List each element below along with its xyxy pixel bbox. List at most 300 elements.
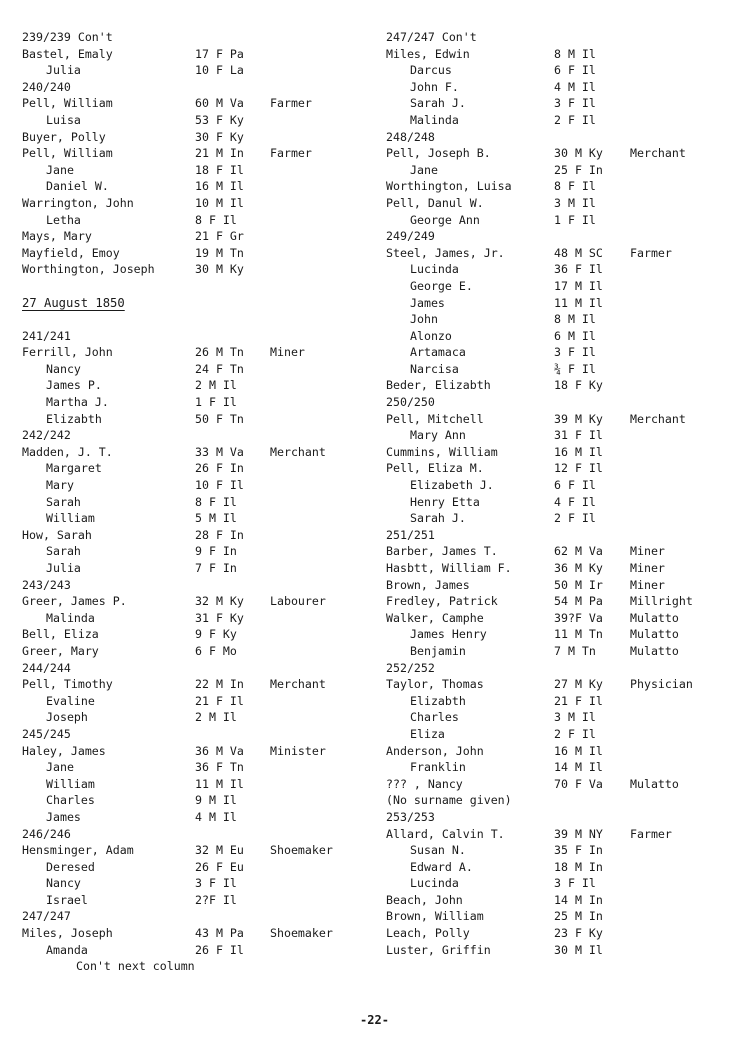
person-row: [22, 527, 374, 544]
person-row: [386, 676, 736, 693]
person-row: [22, 859, 374, 876]
age-sex-birthplace: 2 F Il: [554, 112, 596, 127]
age-sex-birthplace: 9 F Ky: [195, 627, 237, 642]
household-number: 243/243: [22, 577, 71, 592]
person-name: Sarah: [46, 544, 81, 559]
person-name: Julia: [46, 561, 81, 575]
age-sex-birthplace: 9 M Il: [195, 793, 237, 808]
person-row: [22, 112, 374, 129]
age-sex-birthplace: 36 M Ky: [554, 561, 603, 575]
person-row: [386, 842, 736, 859]
age-sex-birthplace: 4 F Il: [554, 494, 596, 509]
age-sex-birthplace: 30 F Ky: [195, 129, 244, 144]
age-sex-birthplace: 12 F Il: [554, 461, 603, 476]
person-row: [22, 162, 374, 179]
person-row: [22, 792, 374, 809]
age-sex-birthplace: 18 F Il: [195, 162, 244, 177]
person-name: Artamaca: [410, 345, 466, 360]
person-row: [22, 261, 374, 278]
person-row: [22, 477, 374, 494]
occupation: Merchant: [630, 411, 686, 426]
person-row: [386, 560, 736, 577]
age-sex-birthplace: 16 M Il: [554, 743, 603, 758]
person-row: [22, 759, 374, 776]
person-row: [386, 577, 736, 594]
person-row: [386, 178, 736, 195]
household-header: [386, 29, 736, 46]
person-name: Mayfield, Emoy: [22, 245, 120, 260]
person-name: Pell, Danul W.: [386, 195, 484, 210]
person-name: Madden, J. T.: [22, 444, 113, 459]
age-sex-birthplace: 28 F In: [195, 527, 244, 542]
person-name: George E.: [410, 278, 473, 293]
person-row: [22, 46, 374, 63]
person-row: [386, 494, 736, 511]
person-row: [22, 394, 374, 411]
person-row: [22, 212, 374, 229]
occupation: Merchant: [270, 444, 326, 459]
person-row: [386, 908, 736, 925]
occupation: Mulatto: [630, 610, 679, 625]
age-sex-birthplace: 48 M SC: [554, 245, 603, 260]
age-sex-birthplace: 7 M Tn: [554, 643, 596, 658]
household-number: 245/245: [22, 726, 71, 741]
household-number: 239/239 Con't: [22, 30, 113, 44]
person-row: [386, 195, 736, 212]
person-name: Haley, James: [22, 743, 106, 758]
age-sex-birthplace: 4 M Il: [195, 809, 237, 824]
person-row: [386, 162, 736, 179]
age-sex-birthplace: 2 F Il: [554, 511, 596, 526]
age-sex-birthplace: 27 M Ky: [554, 677, 603, 692]
age-sex-birthplace: 6 F Il: [554, 478, 596, 493]
age-sex-birthplace: 5 M Il: [195, 511, 237, 526]
person-row: [22, 875, 374, 892]
person-row: [386, 925, 736, 942]
age-sex-birthplace: 17 M Il: [554, 278, 603, 293]
occupation: Shoemaker: [270, 843, 333, 858]
person-row: [22, 178, 374, 195]
age-sex-birthplace: 8 F Il: [554, 179, 596, 194]
age-sex-birthplace: 25 F In: [554, 162, 603, 177]
person-row: [386, 261, 736, 278]
person-name: James P.: [46, 378, 102, 393]
occupation: Physician: [630, 677, 693, 692]
census-date: 27 August 1850: [22, 295, 125, 310]
age-sex-birthplace: 2 M Il: [195, 378, 237, 393]
age-sex-birthplace: 31 F Ky: [195, 610, 244, 625]
person-name: Brown, James: [386, 577, 470, 592]
person-row: [22, 62, 374, 79]
age-sex-birthplace: 1 F Il: [195, 395, 237, 410]
age-sex-birthplace: 62 M Va: [554, 544, 603, 559]
occupation: Farmer: [270, 96, 312, 111]
person-name: Mays, Mary: [22, 229, 92, 244]
person-row: [22, 494, 374, 511]
person-row: [22, 377, 374, 394]
person-row: [22, 643, 374, 660]
age-sex-birthplace: 2 M Il: [195, 710, 237, 725]
person-name: Elizabeth J.: [410, 478, 494, 493]
household-header: [22, 29, 374, 46]
age-sex-birthplace: 11 M Tn: [554, 627, 603, 642]
person-name: Cummins, William: [386, 444, 498, 459]
person-name: Alonzo: [410, 328, 452, 343]
age-sex-birthplace: 26 F In: [195, 461, 244, 476]
person-name: Bastel, Emaly: [22, 46, 113, 61]
household-header: [22, 660, 374, 677]
age-sex-birthplace: 6 F Il: [554, 63, 596, 78]
person-name: Jane: [46, 162, 74, 177]
occupation: Miner: [630, 561, 665, 575]
person-row: [386, 892, 736, 909]
age-sex-birthplace: 3 M Il: [554, 195, 596, 210]
person-name: Nancy: [46, 361, 81, 376]
person-name: Pell, Timothy: [22, 677, 113, 692]
household-header: [386, 527, 736, 544]
person-name: Hasbtt, William F.: [386, 561, 512, 575]
age-sex-birthplace: 14 M In: [554, 892, 603, 907]
age-sex-birthplace: 43 M Pa: [195, 926, 244, 941]
person-name: Luster, Griffin: [386, 942, 491, 957]
person-name: Worthington, Joseph: [22, 262, 155, 277]
age-sex-birthplace: 36 M Va: [195, 743, 244, 758]
household-header: [386, 394, 736, 411]
person-name: Joseph: [46, 710, 88, 725]
person-row: [22, 676, 374, 693]
age-sex-birthplace: 35 F In: [554, 843, 603, 858]
age-sex-birthplace: 10 F Il: [195, 478, 244, 493]
household-header: [22, 577, 374, 594]
age-sex-birthplace: 33 M Va: [195, 444, 244, 459]
person-name: Pell, Eliza M.: [386, 461, 484, 476]
person-row: [386, 593, 736, 610]
age-sex-birthplace: 54 M Pa: [554, 594, 603, 609]
occupation: Shoemaker: [270, 926, 333, 941]
age-sex-birthplace: 21 F Il: [195, 693, 244, 708]
person-name: Lucinda: [410, 262, 459, 277]
person-name: James: [410, 295, 445, 310]
person-name: Worthington, Luisa: [386, 179, 512, 194]
page-number: -22-: [360, 1013, 389, 1027]
age-sex-birthplace: 16 M Il: [554, 444, 603, 459]
blank-row: [22, 278, 374, 295]
person-name: Letha: [46, 212, 81, 227]
person-name: Beder, Elizabth: [386, 378, 491, 393]
person-row: [22, 95, 374, 112]
household-number: 252/252: [386, 660, 435, 675]
household-number: 251/251: [386, 527, 435, 542]
person-name: Pell, Joseph B.: [386, 146, 491, 161]
person-name: Beach, John: [386, 892, 463, 907]
person-name: Greer, James P.: [22, 594, 127, 609]
age-sex-birthplace: 22 M In: [195, 677, 244, 692]
person-name: Hensminger, Adam: [22, 843, 134, 858]
person-row: [386, 245, 736, 262]
person-name: Steel, James, Jr.: [386, 245, 505, 260]
age-sex-birthplace: 17 F Pa: [195, 46, 244, 61]
person-row: [22, 510, 374, 527]
household-header: [22, 826, 374, 843]
person-name: Jane: [410, 162, 438, 177]
household-header: [22, 908, 374, 925]
person-row: [22, 693, 374, 710]
age-sex-birthplace: 18 M In: [554, 859, 603, 874]
person-name: Benjamin: [410, 643, 466, 658]
person-name: Pell, Mitchell: [386, 411, 484, 426]
age-sex-birthplace: 3 F Il: [195, 876, 237, 891]
person-name: Sarah J.: [410, 511, 466, 526]
occupation: Merchant: [630, 146, 686, 161]
household-number: 244/244: [22, 660, 71, 675]
person-row: [22, 809, 374, 826]
person-name: Charles: [410, 710, 459, 725]
person-row: [22, 228, 374, 245]
occupation: Millright: [630, 594, 693, 609]
household-number: 249/249: [386, 229, 435, 244]
person-row: [22, 195, 374, 212]
person-row: [386, 826, 736, 843]
person-row: [386, 79, 736, 96]
person-row: [22, 411, 374, 428]
person-row: [386, 295, 736, 312]
household-number: 247/247 Con't: [386, 30, 477, 44]
person-name: Barber, James T.: [386, 544, 498, 559]
person-name: Eliza: [410, 726, 445, 741]
person-name: Israel: [46, 892, 88, 907]
person-name: Malinda: [46, 610, 95, 625]
occupation: Farmer: [630, 245, 672, 260]
person-row: [22, 776, 374, 793]
occupation: Miner: [630, 577, 665, 592]
age-sex-birthplace: 9 F In: [195, 544, 237, 559]
person-name: James: [46, 809, 81, 824]
age-sex-birthplace: 21 M In: [195, 146, 244, 161]
person-row: [386, 278, 736, 295]
age-sex-birthplace: 11 M Il: [554, 295, 603, 310]
occupation: Farmer: [630, 826, 672, 841]
age-sex-birthplace: 10 F La: [195, 63, 244, 78]
person-row: [386, 477, 736, 494]
person-name: Narcisa: [410, 361, 459, 376]
person-name: George Ann: [410, 212, 480, 227]
age-sex-birthplace: 39?F Va: [554, 610, 603, 625]
age-sex-birthplace: 1 F Il: [554, 212, 596, 227]
age-sex-birthplace: 32 M Eu: [195, 843, 244, 858]
person-row: [386, 693, 736, 710]
age-sex-birthplace: 23 F Ky: [554, 926, 603, 941]
occupation: Mulatto: [630, 627, 679, 642]
age-sex-birthplace: 24 F Tn: [195, 361, 244, 376]
household-number: 250/250: [386, 395, 435, 410]
person-row: [22, 942, 374, 959]
age-sex-birthplace: 2?F Il: [195, 892, 237, 907]
age-sex-birthplace: 8 M Il: [554, 312, 596, 327]
age-sex-birthplace: ¾ F Il: [554, 361, 596, 376]
person-name: Jane: [46, 760, 74, 775]
person-row: [386, 543, 736, 560]
household-number: 247/247: [22, 909, 71, 924]
person-name: Sarah: [46, 494, 81, 509]
occupation: Mulatto: [630, 643, 679, 658]
person-name: Evaline: [46, 693, 95, 708]
person-row: [386, 62, 736, 79]
person-row: [22, 344, 374, 361]
person-name: William: [46, 511, 95, 526]
person-name: ??? , Nancy: [386, 776, 463, 791]
occupation: Miner: [630, 544, 665, 559]
person-name: Mary Ann: [410, 428, 466, 443]
person-row: [22, 892, 374, 909]
person-row: [22, 129, 374, 146]
person-row: [22, 743, 374, 760]
person-name: Elizabth: [410, 693, 466, 708]
age-sex-birthplace: 18 F Ky: [554, 378, 603, 393]
age-sex-birthplace: 7 F In: [195, 561, 237, 575]
age-sex-birthplace: 26 F Eu: [195, 859, 244, 874]
person-name: Ferrill, John: [22, 345, 113, 360]
person-name: Brown, William: [386, 909, 484, 924]
person-name: Buyer, Polly: [22, 129, 106, 144]
household-header: [386, 660, 736, 677]
person-name: John F.: [410, 79, 459, 94]
age-sex-birthplace: 36 F Il: [554, 262, 603, 277]
age-sex-birthplace: 31 F Il: [554, 428, 603, 443]
person-name: Bell, Eliza: [22, 627, 99, 642]
person-row: [22, 709, 374, 726]
age-sex-birthplace: 3 F Il: [554, 876, 596, 891]
age-sex-birthplace: 6 M Il: [554, 328, 596, 343]
household-number: 241/241: [22, 328, 71, 343]
person-name: Lucinda: [410, 876, 459, 891]
age-sex-birthplace: 19 M Tn: [195, 245, 244, 260]
person-row: [386, 411, 736, 428]
person-row: [386, 792, 736, 809]
person-row: [386, 444, 736, 461]
person-row: [386, 344, 736, 361]
person-name: Deresed: [46, 859, 95, 874]
age-sex-birthplace: 30 M Ky: [554, 146, 603, 161]
age-sex-birthplace: 36 F Tn: [195, 760, 244, 775]
person-name: Henry Etta: [410, 494, 480, 509]
age-sex-birthplace: 60 M Va: [195, 96, 244, 111]
person-name: Malinda: [410, 112, 459, 127]
age-sex-birthplace: 11 M Il: [195, 776, 244, 791]
age-sex-birthplace: 26 F Il: [195, 942, 244, 957]
person-row: [386, 145, 736, 162]
person-name: Walker, Camphe: [386, 610, 484, 625]
person-row: [22, 610, 374, 627]
person-row: [386, 610, 736, 627]
age-sex-birthplace: 39 M Ky: [554, 411, 603, 426]
person-row: [386, 311, 736, 328]
person-name: (No surname given): [386, 793, 512, 808]
occupation: Farmer: [270, 146, 312, 161]
person-row: [22, 560, 374, 577]
age-sex-birthplace: 3 F Il: [554, 345, 596, 360]
person-name: Miles, Edwin: [386, 46, 470, 61]
person-row: [386, 759, 736, 776]
person-name: Pell, William: [22, 96, 113, 111]
date-heading: [22, 295, 374, 312]
occupation: Mulatto: [630, 776, 679, 791]
age-sex-birthplace: 3 M Il: [554, 710, 596, 725]
person-name: Charles: [46, 793, 95, 808]
continued-note: [22, 958, 374, 975]
age-sex-birthplace: 50 M Ir: [554, 577, 603, 592]
person-row: [386, 361, 736, 378]
person-row: [22, 626, 374, 643]
age-sex-birthplace: 3 F Il: [554, 96, 596, 111]
household-number: 240/240: [22, 79, 71, 94]
person-row: [386, 112, 736, 129]
household-header: [22, 726, 374, 743]
person-name: Martha J.: [46, 395, 109, 410]
person-name: Julia: [46, 63, 81, 78]
household-header: [22, 427, 374, 444]
person-name: Leach, Polly: [386, 926, 470, 941]
occupation: Minister: [270, 743, 326, 758]
person-row: [386, 95, 736, 112]
person-name: James Henry: [410, 627, 487, 642]
right-column: [386, 29, 736, 958]
person-row: [386, 46, 736, 63]
person-row: [22, 444, 374, 461]
person-name: Margaret: [46, 461, 102, 476]
person-name: Edward A.: [410, 859, 473, 874]
continued-text: Con't next column: [76, 959, 195, 974]
person-name: Nancy: [46, 876, 81, 891]
person-row: [386, 643, 736, 660]
age-sex-birthplace: 2 F Il: [554, 726, 596, 741]
person-name: Anderson, John: [386, 743, 484, 758]
person-name: John: [410, 312, 438, 327]
occupation: Merchant: [270, 677, 326, 692]
age-sex-birthplace: 8 F Il: [195, 494, 237, 509]
household-header: [386, 809, 736, 826]
age-sex-birthplace: 26 M Tn: [195, 345, 244, 360]
person-row: [386, 427, 736, 444]
person-name: Mary: [46, 478, 74, 493]
age-sex-birthplace: 30 M Il: [554, 942, 603, 957]
person-row: [22, 460, 374, 477]
person-name: Susan N.: [410, 843, 466, 858]
age-sex-birthplace: 25 M In: [554, 909, 603, 924]
person-name: Amanda: [46, 942, 88, 957]
age-sex-birthplace: 70 F Va: [554, 776, 603, 791]
left-column: [22, 29, 374, 975]
age-sex-birthplace: 10 M Il: [195, 195, 244, 210]
household-number: 242/242: [22, 428, 71, 443]
age-sex-birthplace: 21 F Il: [554, 693, 603, 708]
person-row: [386, 328, 736, 345]
person-row: [22, 842, 374, 859]
person-name: How, Sarah: [22, 527, 92, 542]
age-sex-birthplace: 4 M Il: [554, 79, 596, 94]
person-row: [386, 212, 736, 229]
person-row: [22, 361, 374, 378]
person-row: [22, 925, 374, 942]
person-name: Greer, Mary: [22, 643, 99, 658]
person-row: [22, 593, 374, 610]
person-name: Warrington, John: [22, 195, 134, 210]
person-name: Elizabth: [46, 411, 102, 426]
person-row: [386, 726, 736, 743]
person-name: Miles, Joseph: [22, 926, 113, 941]
household-header: [22, 328, 374, 345]
household-number: 253/253: [386, 809, 435, 824]
household-number: 248/248: [386, 129, 435, 144]
